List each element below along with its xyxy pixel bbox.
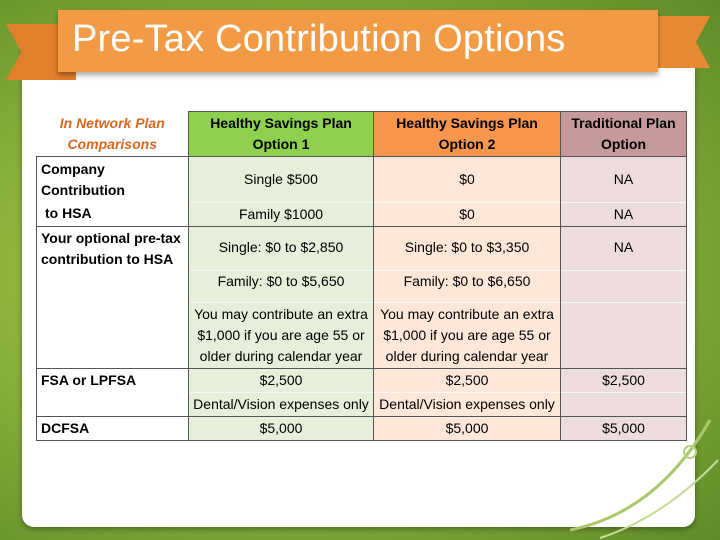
- traditional-cell: NA: [561, 202, 687, 226]
- option-2-cell: $5,000: [374, 416, 561, 440]
- option-1-cell: You may contribute an extra $1,000 if you are age 55 or older during calendar year: [189, 302, 374, 368]
- traditional-cell: [561, 270, 687, 302]
- slide-title: Pre-Tax Contribution Options: [72, 18, 566, 60]
- option-1-cell: Family $1000: [189, 202, 374, 226]
- header-option-1: Healthy Savings Plan Option 1: [189, 112, 374, 157]
- option-2-cell: $0: [374, 202, 561, 226]
- traditional-cell: [561, 392, 687, 416]
- option-2-cell: You may contribute an extra $1,000 if you are age 55 or older during calendar year: [374, 302, 561, 368]
- option-2-cell: $0: [374, 157, 561, 203]
- option-1-cell: Single: $0 to $2,850: [189, 226, 374, 270]
- row-label: to HSA: [37, 202, 189, 226]
- comparison-table: [36, 111, 687, 441]
- traditional-cell: NA: [561, 157, 687, 203]
- option-2-cell: Dental/Vision expenses only: [374, 392, 561, 416]
- table-row: [37, 157, 687, 203]
- header-traditional: Traditional Plan Option: [561, 112, 687, 157]
- traditional-cell: $2,500: [561, 368, 687, 392]
- traditional-cell: NA: [561, 226, 687, 270]
- row-label: Company Contribution: [37, 157, 189, 203]
- table-row: [37, 226, 687, 270]
- row-label: Your optional pre-tax contribution to HSA: [37, 226, 189, 368]
- row-label: DCFSA: [37, 416, 189, 440]
- option-1-cell: Family: $0 to $5,650: [189, 270, 374, 302]
- option-1-cell: Dental/Vision expenses only: [189, 392, 374, 416]
- option-1-cell: Single $500: [189, 157, 374, 203]
- header-option-2: Healthy Savings Plan Option 2: [374, 112, 561, 157]
- option-1-cell: $2,500: [189, 368, 374, 392]
- table-row: [37, 416, 687, 440]
- table-row: [37, 368, 687, 392]
- option-1-cell: $5,000: [189, 416, 374, 440]
- header-row: [37, 112, 687, 157]
- option-2-cell: Single: $0 to $3,350: [374, 226, 561, 270]
- traditional-cell: [561, 302, 687, 368]
- row-label: FSA or LPFSA: [37, 368, 189, 416]
- traditional-cell: $5,000: [561, 416, 687, 440]
- table-row: [37, 202, 687, 226]
- corner-label: In Network Plan Comparisons: [37, 112, 189, 157]
- option-2-cell: $2,500: [374, 368, 561, 392]
- option-2-cell: Family: $0 to $6,650: [374, 270, 561, 302]
